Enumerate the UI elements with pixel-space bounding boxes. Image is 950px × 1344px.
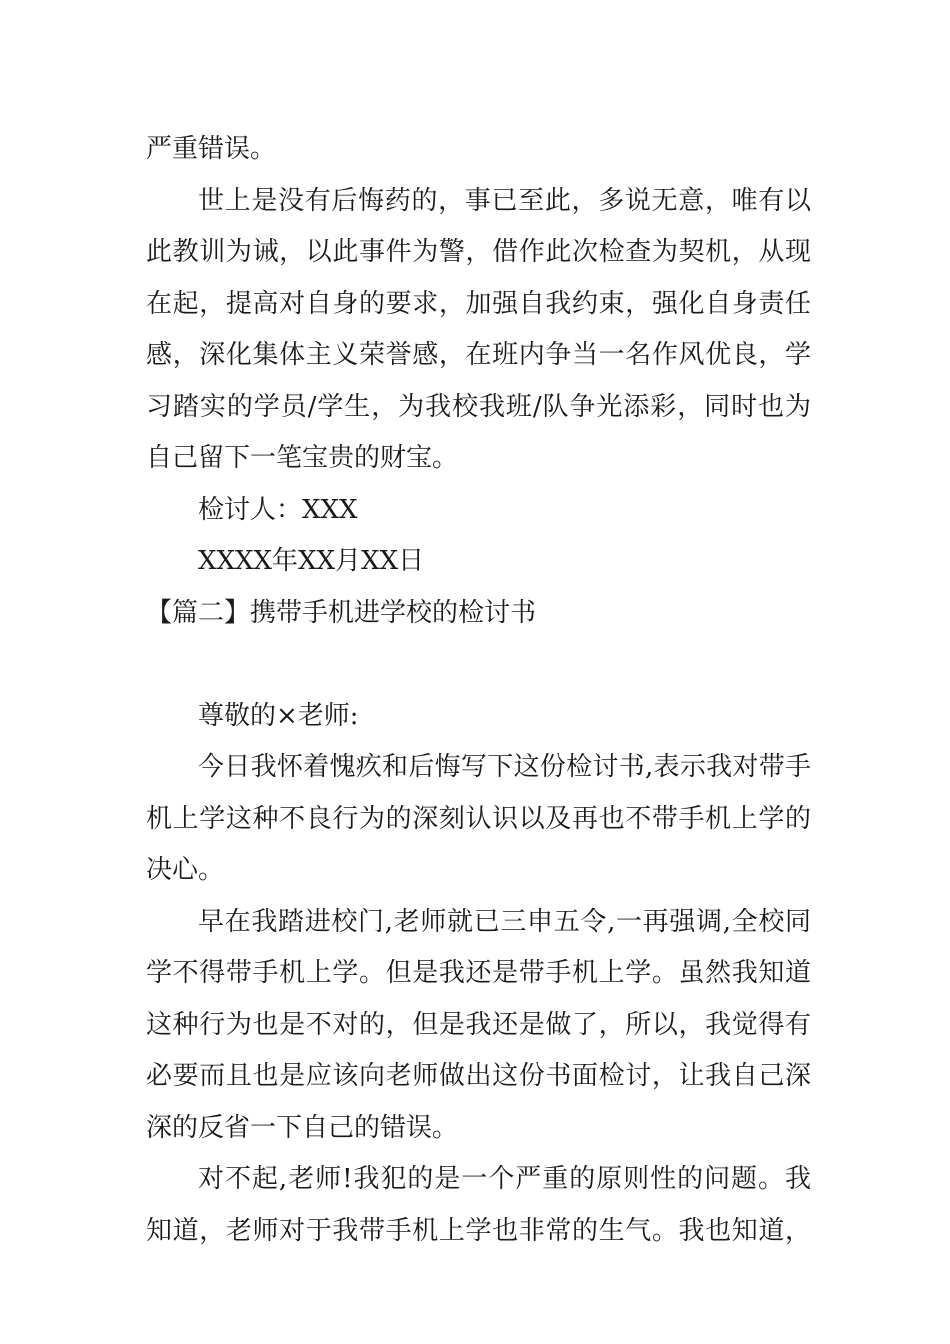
text-line: 此教训为诫，以此事件为警，借作此次检查为契机，从现: [146, 237, 811, 267]
text-line: 自己留下一笔宝贵的财宝。: [146, 443, 459, 473]
text-line: 严重错误。: [146, 134, 277, 164]
paragraph-first-line: 对不起,老师!我犯的是一个严重的原则性的问题。我: [198, 1164, 811, 1194]
paragraph-first-line: 早在我踏进校门,老师就已三申五令,一再强调,全校同: [198, 906, 811, 937]
text-line: 必要而且也是应该向老师做出这份书面检讨，让我自己深: [146, 1061, 811, 1091]
paragraph-first-line: 今日我怀着愧疚和后悔写下这份检讨书,表示我对带手: [198, 752, 811, 782]
text-line: 深的反省一下自己的错误。: [146, 1112, 459, 1143]
document-body: [146, 124, 811, 1257]
text-line: 知道，老师对于我带手机上学也非常的生气。我也知道，: [146, 1215, 811, 1246]
signature-line: 检讨人：XXX: [198, 494, 358, 525]
blank-line: [146, 639, 811, 691]
paragraph-first-line: 世上是没有后悔药的，事已至此，多说无意，唯有以: [198, 185, 811, 216]
text-line: 感，深化集体主义荣誉感，在班内争当一名作风优良，学: [146, 340, 811, 370]
salutation-line: 尊敬的×老师:: [198, 700, 359, 731]
text-line: 在起，提高对自身的要求，加强自我约束，强化自身责任: [146, 288, 811, 319]
section-heading: 【篇二】携带手机进学校的检讨书: [146, 597, 537, 628]
text-line: 机上学这种不良行为的深刻认识以及再也不带手机上学的: [146, 803, 811, 834]
text-line: 学不得带手机上学。但是我还是带手机上学。虽然我知道: [146, 958, 811, 988]
text-line: 习踏实的学员/学生，为我校我班/队争光添彩，同时也为: [146, 391, 811, 422]
date-line: XXXX年XX月XX日: [198, 546, 425, 576]
text-line: 这种行为也是不对的，但是我还是做了，所以，我觉得有: [146, 1009, 811, 1040]
text-line: 决心。: [146, 855, 225, 885]
